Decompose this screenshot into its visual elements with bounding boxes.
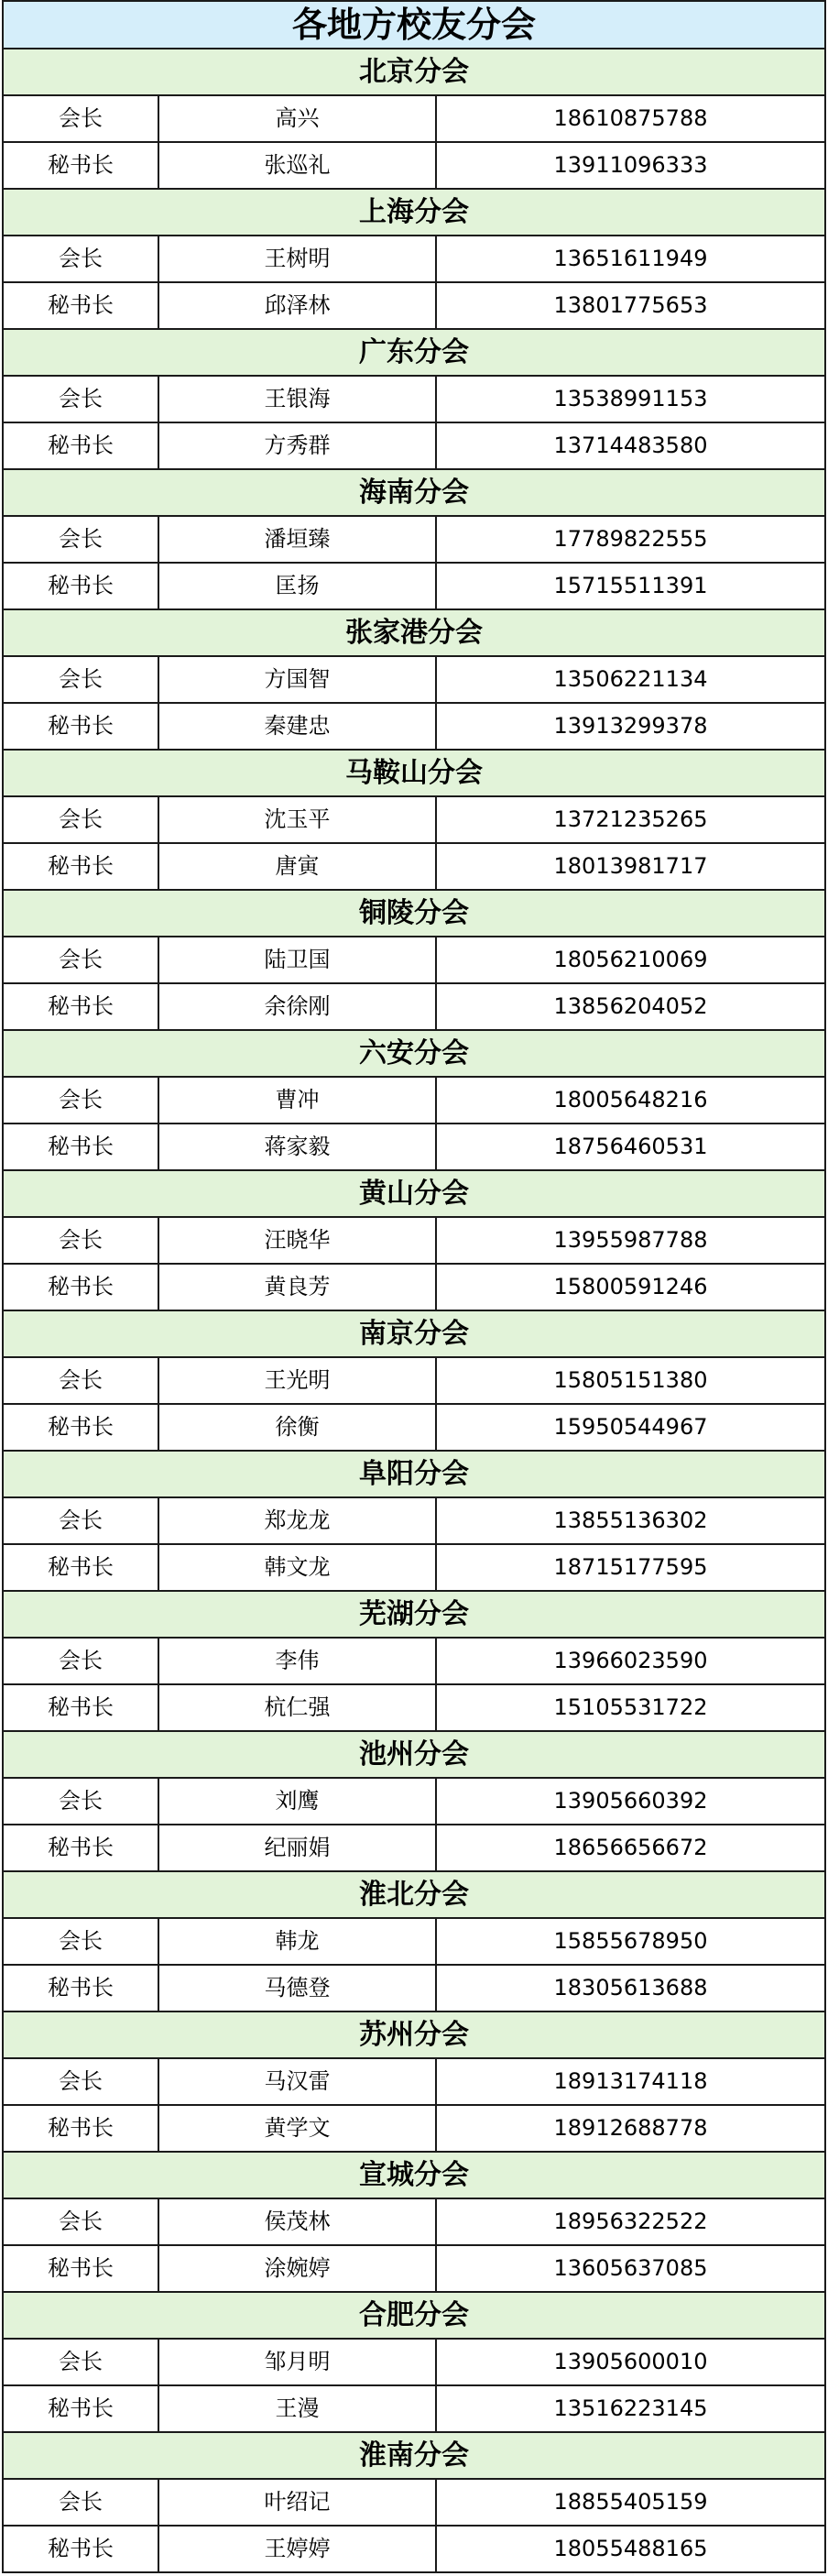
- phone-cell: 15805151380: [553, 1367, 708, 1393]
- role-cell: 会长: [4, 236, 159, 281]
- branch-header: 淮南分会: [2, 2433, 826, 2480]
- phone-cell: 18912688778: [553, 2115, 708, 2141]
- name-cell: 马汉雷: [159, 2059, 437, 2104]
- role-cell: 秘书长: [4, 423, 159, 468]
- branch-header: 合肥分会: [2, 2293, 826, 2340]
- role-cell: 会长: [4, 2340, 159, 2384]
- name-cell: 黄学文: [159, 2106, 437, 2151]
- phone-cell: 13905600010: [553, 2349, 708, 2374]
- table-row: [2, 1966, 826, 2012]
- branch-header: 苏州分会: [2, 2012, 826, 2059]
- role-cell: 秘书长: [4, 1966, 159, 2011]
- table-row: [2, 2246, 826, 2293]
- name-cell: 郑龙龙: [159, 1498, 437, 1543]
- name-cell: 王银海: [159, 377, 437, 422]
- table-row: [2, 377, 826, 423]
- name-cell: 涂婉婷: [159, 2246, 437, 2291]
- branch-header: 南京分会: [2, 1311, 826, 1358]
- table-row: [2, 1405, 826, 1452]
- name-cell: 方秀群: [159, 423, 437, 468]
- branch-header: 海南分会: [2, 470, 826, 517]
- role-cell: 会长: [4, 517, 159, 562]
- phone-cell: 18056210069: [553, 947, 708, 972]
- branch-header: 张家港分会: [2, 610, 826, 657]
- phone-cell: 18913174118: [553, 2068, 708, 2094]
- table-row: [2, 844, 826, 891]
- role-cell: 会长: [4, 1218, 159, 1263]
- table-row: [2, 2480, 826, 2527]
- role-cell: 会长: [4, 1078, 159, 1123]
- table-row: [2, 657, 826, 704]
- branch-header: 池州分会: [2, 1732, 826, 1779]
- role-cell: 秘书长: [4, 1825, 159, 1870]
- name-cell: 王树明: [159, 236, 437, 281]
- role-cell: 会长: [4, 797, 159, 842]
- role-cell: 会长: [4, 2199, 159, 2244]
- phone-cell: 18855405159: [553, 2489, 708, 2515]
- phone-cell: 13714483580: [553, 433, 708, 458]
- table-row: [2, 797, 826, 844]
- branch-header: 黄山分会: [2, 1171, 826, 1218]
- table-row: [2, 143, 826, 190]
- table-row: [2, 937, 826, 984]
- branch-header: 芜湖分会: [2, 1592, 826, 1639]
- phone-cell: 18656656672: [553, 1835, 708, 1860]
- name-cell: 纪丽娟: [159, 1825, 437, 1870]
- table-row: [2, 1919, 826, 1966]
- name-cell: 刘鹰: [159, 1779, 437, 1824]
- name-cell: 韩龙: [159, 1919, 437, 1964]
- branch-header: 上海分会: [2, 190, 826, 236]
- phone-cell: 15800591246: [553, 1274, 708, 1299]
- role-cell: 秘书长: [4, 1545, 159, 1590]
- name-cell: 马德登: [159, 1966, 437, 2011]
- role-cell: 秘书长: [4, 1124, 159, 1169]
- page-title: 各地方校友分会: [2, 0, 826, 49]
- table-row: [2, 564, 826, 610]
- role-cell: 会长: [4, 2059, 159, 2104]
- name-cell: 侯茂林: [159, 2199, 437, 2244]
- name-cell: 叶绍记: [159, 2480, 437, 2525]
- phone-cell: 15715511391: [553, 573, 708, 598]
- name-cell: 黄良芳: [159, 1265, 437, 1310]
- role-cell: 秘书长: [4, 1685, 159, 1730]
- table-row: [2, 2106, 826, 2153]
- table-row: [2, 2340, 826, 2386]
- branch-header: 马鞍山分会: [2, 751, 826, 797]
- role-cell: 会长: [4, 1919, 159, 1964]
- phone-cell: 15105531722: [553, 1694, 708, 1720]
- phone-cell: 15950544967: [553, 1414, 708, 1440]
- phone-cell: 13538991153: [553, 386, 708, 411]
- name-cell: 余徐刚: [159, 984, 437, 1029]
- name-cell: 张巡礼: [159, 143, 437, 188]
- table-row: [2, 423, 826, 470]
- phone-cell: 18715177595: [553, 1554, 708, 1580]
- role-cell: 会长: [4, 1639, 159, 1683]
- branch-header: 六安分会: [2, 1031, 826, 1078]
- role-cell: 秘书长: [4, 1405, 159, 1450]
- phone-cell: 13651611949: [553, 246, 708, 271]
- name-cell: 唐寅: [159, 844, 437, 889]
- table-row: [2, 704, 826, 751]
- table-row: [2, 2386, 826, 2433]
- name-cell: 高兴: [159, 96, 437, 141]
- phone-cell: 13913299378: [553, 713, 708, 739]
- table-row: [2, 2059, 826, 2106]
- table-row: [2, 283, 826, 330]
- table-row: [2, 2527, 826, 2573]
- role-cell: 会长: [4, 96, 159, 141]
- table-row: [2, 1685, 826, 1732]
- role-cell: 会长: [4, 937, 159, 982]
- phone-cell: 13801775653: [553, 292, 708, 318]
- phone-cell: 15855678950: [553, 1928, 708, 1954]
- table-row: [2, 984, 826, 1031]
- phone-cell: 18956322522: [553, 2209, 708, 2234]
- name-cell: 徐衡: [159, 1405, 437, 1450]
- table-row: [2, 1358, 826, 1405]
- phone-cell: 13855136302: [553, 1507, 708, 1533]
- phone-cell: 18610875788: [553, 105, 708, 131]
- branch-header: 宣城分会: [2, 2153, 826, 2199]
- role-cell: 会长: [4, 1498, 159, 1543]
- alumni-branch-sheet: [2, 0, 826, 2573]
- branch-header: 阜阳分会: [2, 1452, 826, 1498]
- name-cell: 邱泽林: [159, 283, 437, 328]
- phone-cell: 18005648216: [553, 1087, 708, 1113]
- table-row: [2, 1779, 826, 1825]
- table-row: [2, 1124, 826, 1171]
- name-cell: 匡扬: [159, 564, 437, 608]
- name-cell: 方国智: [159, 657, 437, 702]
- role-cell: 会长: [4, 657, 159, 702]
- branch-header: 铜陵分会: [2, 891, 826, 937]
- table-row: [2, 1498, 826, 1545]
- phone-cell: 18305613688: [553, 1975, 708, 2001]
- role-cell: 秘书长: [4, 1265, 159, 1310]
- table-row: [2, 1545, 826, 1592]
- name-cell: 蒋家毅: [159, 1124, 437, 1169]
- role-cell: 会长: [4, 377, 159, 422]
- name-cell: 杭仁强: [159, 1685, 437, 1730]
- branch-header: 淮北分会: [2, 1872, 826, 1919]
- table-row: [2, 1078, 826, 1124]
- phone-cell: 13911096333: [553, 152, 708, 178]
- name-cell: 韩文龙: [159, 1545, 437, 1590]
- name-cell: 潘垣臻: [159, 517, 437, 562]
- role-cell: 秘书长: [4, 2527, 159, 2571]
- role-cell: 会长: [4, 2480, 159, 2525]
- role-cell: 会长: [4, 1358, 159, 1403]
- phone-cell: 13905660392: [553, 1788, 708, 1814]
- name-cell: 王漫: [159, 2386, 437, 2431]
- name-cell: 陆卫国: [159, 937, 437, 982]
- phone-cell: 13506221134: [553, 666, 708, 692]
- role-cell: 秘书长: [4, 704, 159, 749]
- phone-cell: 13721235265: [553, 806, 708, 832]
- name-cell: 曹冲: [159, 1078, 437, 1123]
- role-cell: 秘书长: [4, 283, 159, 328]
- role-cell: 秘书长: [4, 2246, 159, 2291]
- table-row: [2, 1265, 826, 1311]
- name-cell: 王婷婷: [159, 2527, 437, 2571]
- role-cell: 会长: [4, 1779, 159, 1824]
- table-row: [2, 2199, 826, 2246]
- name-cell: 汪晓华: [159, 1218, 437, 1263]
- name-cell: 邹月明: [159, 2340, 437, 2384]
- table-row: [2, 1825, 826, 1872]
- phone-cell: 13856204052: [553, 993, 708, 1019]
- role-cell: 秘书长: [4, 844, 159, 889]
- phone-cell: 18013981717: [553, 853, 708, 879]
- name-cell: 王光明: [159, 1358, 437, 1403]
- table-row: [2, 1639, 826, 1685]
- phone-cell: 13955987788: [553, 1227, 708, 1253]
- table-row: [2, 517, 826, 564]
- branch-header: 广东分会: [2, 330, 826, 377]
- phone-cell: 13516223145: [553, 2395, 708, 2421]
- phone-cell: 18055488165: [553, 2536, 708, 2561]
- table-row: [2, 1218, 826, 1265]
- branch-list: [2, 49, 826, 2573]
- role-cell: 秘书长: [4, 2386, 159, 2431]
- role-cell: 秘书长: [4, 2106, 159, 2151]
- name-cell: 秦建忠: [159, 704, 437, 749]
- role-cell: 秘书长: [4, 564, 159, 608]
- table-row: [2, 236, 826, 283]
- table-row: [2, 96, 826, 143]
- role-cell: 秘书长: [4, 143, 159, 188]
- phone-cell: 13605637085: [553, 2255, 708, 2281]
- phone-cell: 13966023590: [553, 1648, 708, 1673]
- name-cell: 沈玉平: [159, 797, 437, 842]
- phone-cell: 18756460531: [553, 1134, 708, 1159]
- name-cell: 李伟: [159, 1639, 437, 1683]
- branch-header: 北京分会: [2, 49, 826, 96]
- role-cell: 秘书长: [4, 984, 159, 1029]
- phone-cell: 17789822555: [553, 526, 708, 552]
